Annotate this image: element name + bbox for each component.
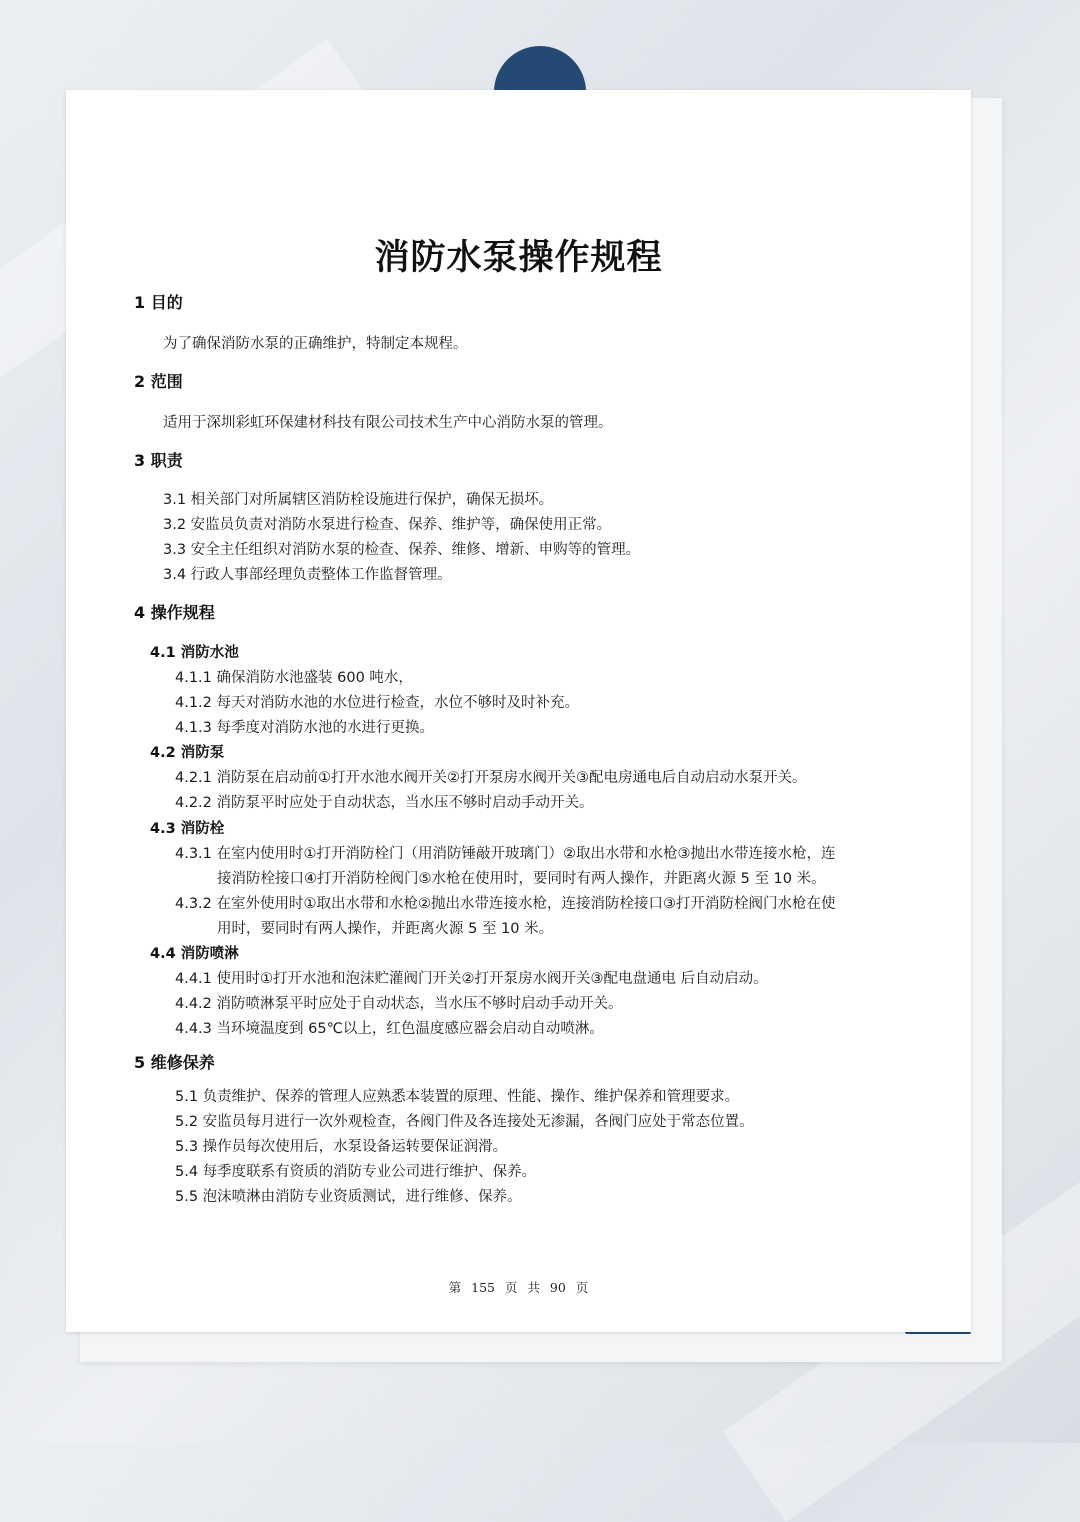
list-item: 4.3.1 在室内使用时①打开消防栓门（用消防锤敲开玻璃门）②取出水带和水枪③抛出水带连接水枪，连: [175, 846, 836, 862]
list-item-continuation: 用时，要同时有两人操作，并距离火源 5 至 10 米。: [217, 921, 554, 937]
list-item: 4.2.2 消防泵平时应处于自动状态，当水压不够时启动手动开关。: [175, 795, 594, 811]
list-item: 3.1 相关部门对所属辖区消防栓设施进行保护，确保无损坏。: [163, 492, 554, 508]
list-item: 5.5 泡沫喷淋由消防专业资质测试，进行维修、保养。: [175, 1189, 522, 1205]
subsection-heading: 4.1 消防水池: [150, 645, 239, 661]
list-item: 4.3.2 在室外使用时①取出水带和水枪②抛出水带连接水枪，连接消防栓接口③打开消防栓阀门水枪在使: [175, 896, 836, 912]
section-heading: 3 职责: [134, 451, 183, 470]
subsection-heading: 4.3 消防栓: [150, 821, 225, 837]
paragraph-line: 适用于深圳彩虹环保建材科技有限公司技术生产中心消防水泵的管理。: [163, 415, 613, 431]
page-footer: 第 155 页 共 90 页: [448, 1280, 589, 1295]
list-item: 4.1.3 每季度对消防水池的水进行更换。: [175, 720, 435, 736]
list-item: 4.2.1 消防泵在启动前①打开水池水阀开关②打开泵房水阀开关③配电房通电后自动启动水泵开关。: [175, 770, 807, 786]
document-page: [66, 90, 971, 1332]
list-item: 5.4 每季度联系有资质的消防专业公司进行维护、保养。: [175, 1164, 537, 1180]
list-item: 4.4.1 使用时①打开水池和泡沫贮灌阀门开关②打开泵房水阀开关③配电盘通电 后自动启动。: [175, 971, 768, 987]
list-item: 3.3 安全主任组织对消防水泵的检查、保养、维修、增新、申购等的管理。: [163, 542, 641, 558]
list-item: 3.4 行政人事部经理负责整体工作监督管理。: [163, 567, 452, 583]
list-item: 5.2 安监员每月进行一次外观检查，各阀门件及各连接处无渗漏，各阀门应处于常态位置。: [175, 1114, 754, 1130]
section-heading: 1 目的: [134, 293, 183, 312]
paragraph-line: 为了确保消防水泵的正确维护，特制定本规程。: [163, 336, 468, 352]
subsection-heading: 4.2 消防泵: [150, 745, 225, 761]
list-item: 4.1.2 每天对消防水池的水位进行检查，水位不够时及时补充。: [175, 695, 580, 711]
section-heading: 4 操作规程: [134, 603, 215, 622]
list-item: 5.1 负责维护、保养的管理人应熟悉本装置的原理、性能、操作、维护保养和管理要求。: [175, 1089, 740, 1105]
subsection-heading: 4.4 消防喷淋: [150, 946, 239, 962]
list-item: 4.4.2 消防喷淋泵平时应处于自动状态，当水压不够时启动手动开关。: [175, 996, 623, 1012]
list-item-continuation: 接消防栓接口④打开消防栓阀门⑤水枪在使用时，要同时有两人操作，并距离火源 5 至 10 米。: [217, 871, 826, 887]
section-heading: 2 范围: [134, 372, 183, 391]
list-item: 4.1.1 确保消防水池盛装 600 吨水，: [175, 670, 413, 686]
document-title: 消防水泵操作规程: [374, 238, 663, 278]
list-item: 4.4.3 当环境温度到 65℃以上，红色温度感应器会启动自动喷淋。: [175, 1021, 604, 1037]
section-heading: 5 维修保养: [134, 1053, 215, 1072]
list-item: 5.3 操作员每次使用后，水泵设备运转要保证润滑。: [175, 1139, 508, 1155]
list-item: 3.2 安监员负责对消防水泵进行检查、保养、维护等，确保使用正常。: [163, 517, 612, 533]
